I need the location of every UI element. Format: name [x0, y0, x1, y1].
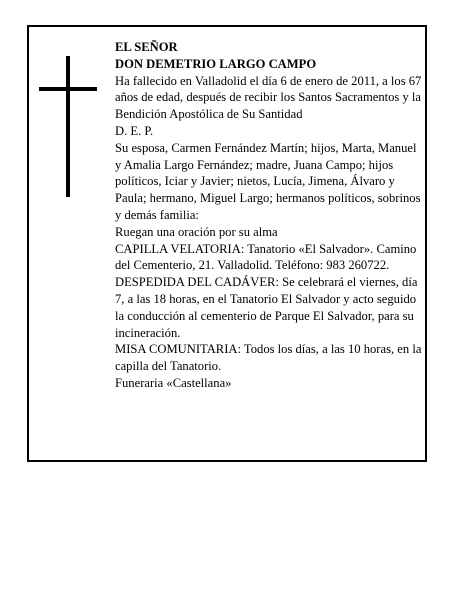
chapel-info: CAPILLA VELATORIA: Tanatorio «El Salvador». Camino del Cementerio, 21. Valladolid. Teléfono: 983 260722.	[115, 241, 417, 273]
deceased-name: DON DEMETRIO LARGO CAMPO	[115, 56, 317, 71]
cross-icon	[39, 56, 97, 197]
obituary-text	[115, 39, 425, 392]
death-announcement: Ha fallecido en Valladolid el día 6 de enero de 2011, a los 67 años de edad, después de recibir los Santos Sacramentos y la Bendición Apostólica de Su Santidad	[115, 73, 422, 122]
cross-horizontal-bar	[39, 87, 97, 91]
prayer-request: Ruegan una oración por su alma	[115, 224, 278, 239]
funeral-home: Funeraria «Castellana»	[115, 375, 232, 390]
mass-info: MISA COMUNITARIA: Todos los días, a las 10 horas, en la capilla del Tanatorio.	[115, 342, 422, 374]
family-list: Su esposa, Carmen Fernández Martín; hijos, Marta, Manuel y Amalia Largo Fernández; madre, Juana Campo; hijos políticos, Iciar y Javier; nietos, Lucía, Jimena, Álvaro y Paula; hermano, Miguel Largo; hermanos políticos, sobrinos y demás familia:	[115, 140, 421, 222]
farewell-info: DESPEDIDA DEL CADÁVER: Se celebrará el viernes, día 7, a las 18 horas, en el Tanatorio El Salvador y acto seguido la conducción al cementerio de Parque El Salvador, para su incineración.	[115, 275, 418, 340]
honorific: EL SEÑOR	[115, 40, 178, 54]
rip-abbreviation: D. E. P.	[115, 123, 154, 138]
obituary-notice	[27, 25, 427, 462]
cross-vertical-bar	[66, 56, 70, 197]
